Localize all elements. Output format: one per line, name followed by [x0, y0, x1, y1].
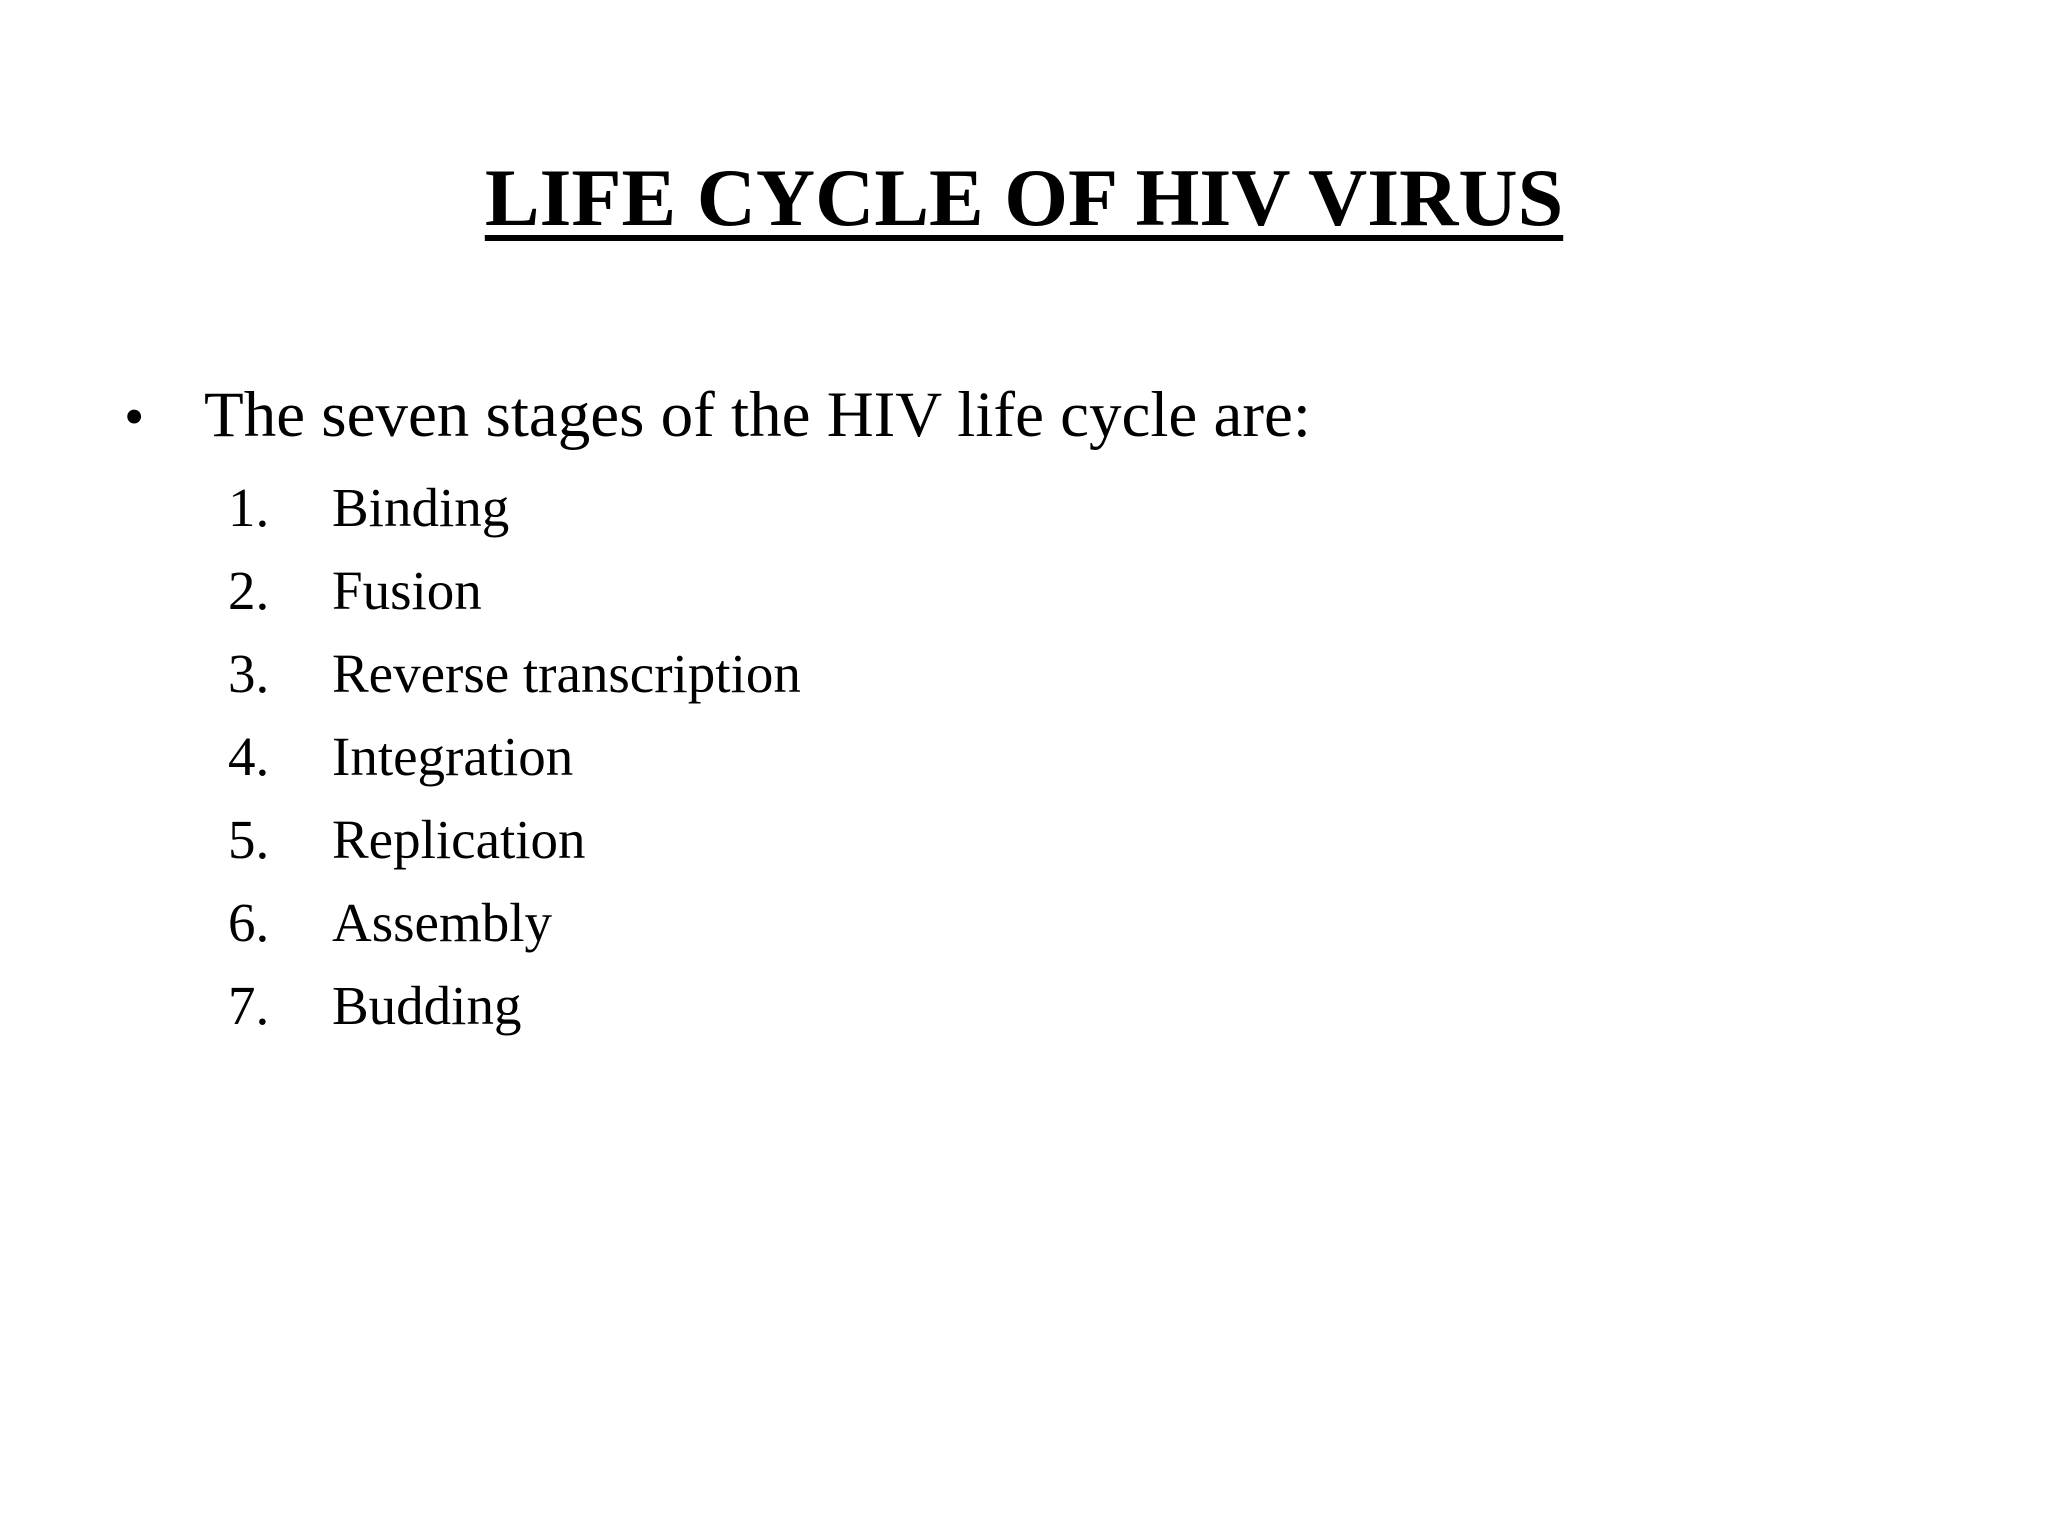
intro-text: The seven stages of the HIV life cycle are:: [204, 379, 1311, 451]
slide-title: LIFE CYCLE OF HIV VIRUS: [484, 152, 1564, 243]
list-item: [228, 964, 801, 1047]
list-item: [228, 549, 801, 632]
step-number: 7.: [228, 975, 270, 1036]
step-number: 5.: [228, 809, 270, 870]
step-label: Integration: [332, 726, 574, 787]
step-label: Fusion: [332, 560, 482, 621]
step-label: Binding: [332, 477, 510, 538]
list-item: [228, 466, 801, 549]
stages-list: [228, 466, 801, 1047]
list-item: [228, 632, 801, 715]
bullet-icon: •: [124, 384, 145, 449]
step-number: 1.: [228, 477, 270, 538]
step-label: Budding: [332, 975, 522, 1036]
step-label: Assembly: [332, 892, 552, 953]
step-label: Reverse transcription: [332, 643, 801, 704]
step-number: 3.: [228, 643, 270, 704]
intro-bullet: [124, 375, 1311, 455]
list-item: [228, 798, 801, 881]
step-number: 6.: [228, 892, 270, 953]
list-item: [228, 715, 801, 798]
step-number: 2.: [228, 560, 270, 621]
list-item: [228, 881, 801, 964]
step-number: 4.: [228, 726, 270, 787]
step-label: Replication: [332, 809, 586, 870]
